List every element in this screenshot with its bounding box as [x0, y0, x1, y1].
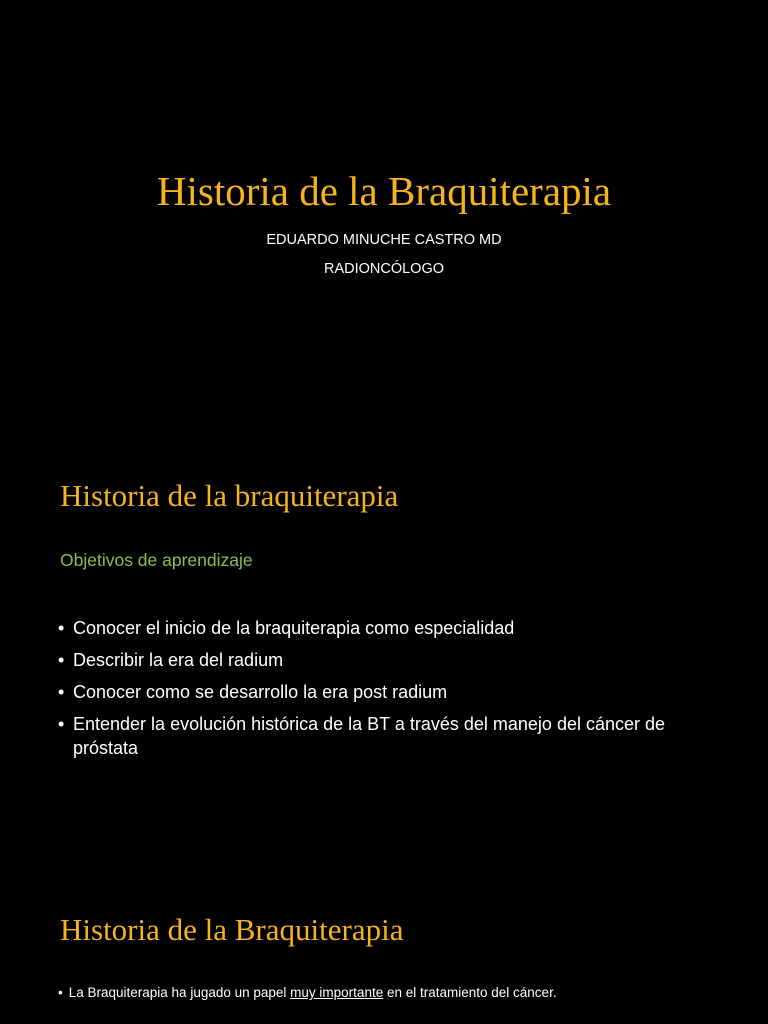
- bullet-text-end: en el tratamiento del cáncer.: [383, 985, 557, 1000]
- bullet-item: [58, 680, 698, 704]
- bullet-icon: •: [58, 985, 63, 1000]
- bullet-icon: •: [58, 682, 65, 702]
- bullet-icon: •: [58, 714, 65, 734]
- author-role: RADIONCÓLOGO: [323, 261, 445, 277]
- title-slide: [0, 0, 768, 432]
- bullet-emphasis: muy importante: [290, 985, 384, 1000]
- bullet-list: [58, 616, 698, 768]
- bullet-item: [58, 648, 698, 672]
- history-slide: [0, 864, 768, 1024]
- bullet-text: Conocer como se desarrollo la era post radium: [73, 682, 448, 702]
- bullet-icon: •: [58, 650, 65, 670]
- slide-title: Historia de la Braquiterapia: [156, 168, 612, 214]
- slide-title: Historia de la Braquiterapia: [60, 912, 404, 947]
- bullet-text: Describir la era del radium: [73, 650, 284, 670]
- slide-title: Historia de la braquiterapia: [60, 478, 399, 513]
- bullet-item: [58, 984, 557, 1002]
- bullet-icon: •: [58, 618, 65, 638]
- author-name: EDUARDO MINUCHE CASTRO MD: [266, 232, 502, 248]
- bullet-text: Conocer el inicio de la braquiterapia como especialidad: [73, 618, 515, 638]
- section-heading: Objetivos de aprendizaje: [60, 550, 253, 570]
- bullet-item: [58, 712, 698, 760]
- bullet-text: Entender la evolución histórica de la BT a través del manejo del cáncer de próstata: [73, 714, 666, 758]
- bullet-text-start: La Braquiterapia ha jugado un papel: [68, 985, 291, 1000]
- bullet-item: [58, 616, 698, 640]
- objectives-slide: [0, 432, 768, 864]
